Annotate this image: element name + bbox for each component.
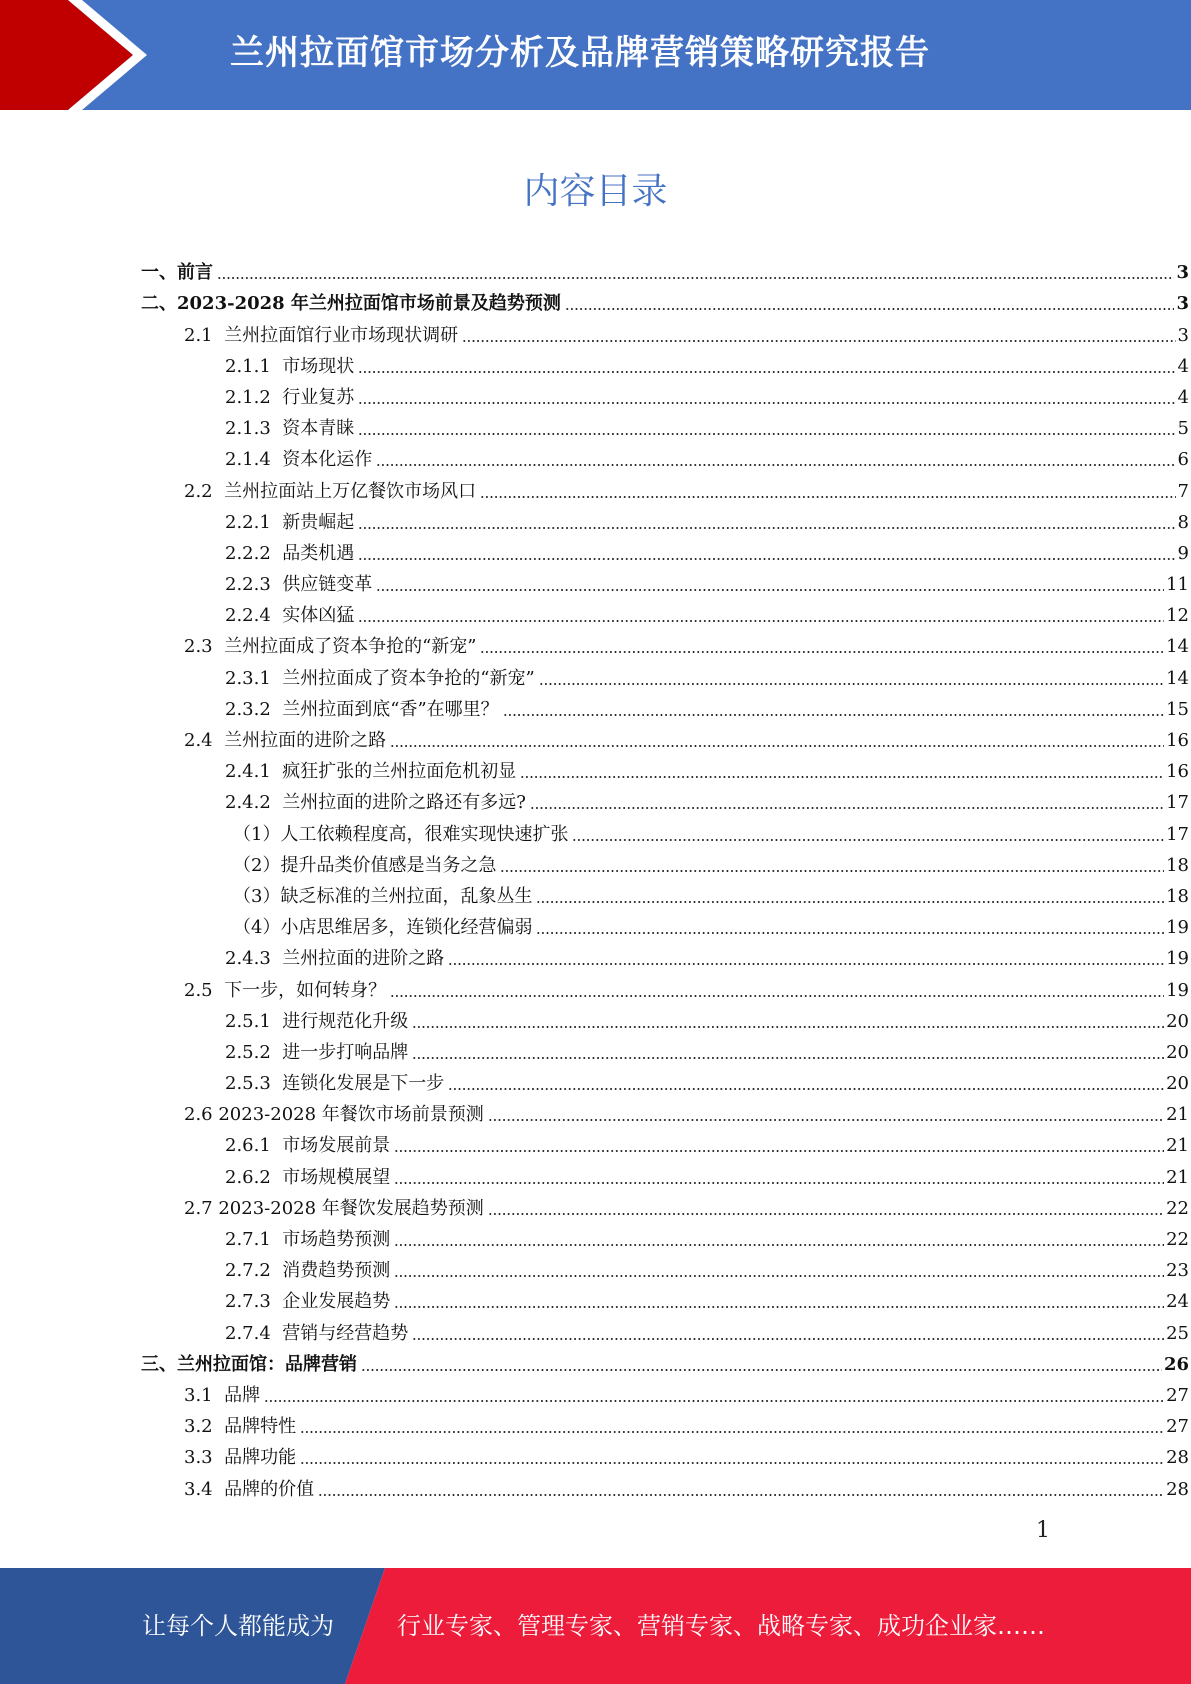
toc-entry-label: 2.5.2 进一步打响品牌 [225,1041,409,1063]
toc-entry[interactable] [0,1220,1189,1251]
toc-entry[interactable] [0,1033,1189,1064]
toc-entry[interactable] [0,690,1189,721]
toc-entry-label: 2.4.3 兰州拉面的进阶之路 [225,948,445,970]
toc-entry[interactable] [0,1002,1189,1033]
toc-entry-page: 4 [1177,386,1189,408]
footer-slogan: 让每个人都能成为 [142,1612,334,1640]
page-number: 1 [1036,1518,1050,1543]
toc-entry[interactable] [0,627,1189,658]
toc-entry-label: 2.5.1 进行规范化升级 [225,1010,409,1032]
toc-dot-leader [361,1369,1162,1371]
toc-entry-page: 27 [1166,1384,1189,1406]
toc-entry-label: （4）小店思维居多，连锁化经营偏弱 [233,917,533,939]
toc-entry-label: 2.6.2 市场规模展望 [225,1166,391,1188]
toc-entry[interactable] [0,721,1189,752]
toc-dot-leader [412,1026,1164,1028]
toc-entry[interactable] [0,284,1189,315]
toc-dot-leader [390,745,1164,747]
toc-entry-page: 14 [1166,667,1189,689]
toc-dot-leader [358,371,1175,373]
toc-entry[interactable] [0,1251,1189,1282]
toc-entry[interactable] [0,1345,1189,1376]
toc-dot-leader [394,1150,1164,1152]
toc-entry-page: 11 [1166,574,1189,596]
toc-entry[interactable] [0,1469,1189,1500]
table-of-contents [0,253,1191,1501]
toc-entry[interactable] [0,1157,1189,1188]
toc-dot-leader [394,1275,1164,1277]
toc-entry[interactable] [0,1064,1189,1095]
toc-dot-leader [376,589,1164,591]
toc-entry[interactable] [0,315,1189,346]
toc-entry-page: 9 [1177,542,1189,564]
toc-entry-label: 2.6 2023-2028 年餐饮市场前景预测 [184,1104,484,1126]
toc-entry-label: 2.7.2 消费趋势预测 [225,1260,391,1282]
header-arrow-decoration [0,0,160,110]
toc-entry-label: 一、前言 [141,262,213,284]
toc-entry-page: 12 [1166,605,1189,627]
toc-entry-label: 2.1.2 行业复苏 [225,386,355,408]
toc-entry-page: 23 [1166,1260,1189,1282]
toc-entry[interactable] [0,503,1189,534]
toc-entry-page: 3 [1176,262,1189,284]
toc-dot-leader [520,776,1164,778]
toc-dot-leader [412,1057,1164,1059]
toc-entry-label: 2.1 兰州拉面馆行业市场现状调研 [184,324,459,346]
toc-dot-leader [488,1119,1164,1121]
toc-entry[interactable] [0,1313,1189,1344]
toc-dot-leader [358,620,1164,622]
toc-entry[interactable] [0,908,1189,939]
toc-entry[interactable] [0,1282,1189,1313]
toc-dot-leader [394,1306,1164,1308]
toc-entry-label: 2.3.1 兰州拉面成了资本争抢的“新宠” [225,667,535,689]
toc-dot-leader [300,1431,1164,1433]
toc-entry-page: 20 [1166,1010,1189,1032]
toc-entry-page: 8 [1177,511,1189,533]
toc-entry-page: 26 [1163,1353,1189,1375]
toc-entry-label: 2.1.3 资本青睐 [225,418,355,440]
report-title: 兰州拉面馆市场分析及品牌营销策略研究报告 [230,33,930,73]
toc-entry[interactable] [0,409,1189,440]
toc-entry-page: 25 [1166,1322,1189,1344]
toc-dot-leader [503,714,1164,716]
toc-entry-label: 3.1 品牌 [184,1384,261,1406]
report-header [0,0,1191,110]
toc-dot-leader [376,464,1175,466]
toc-entry-label: 2.4.1 疯狂扩张的兰州拉面危机初显 [225,761,517,783]
toc-entry[interactable] [0,471,1189,502]
toc-entry-label: 2.5 下一步，如何转身？ [184,979,387,1001]
toc-entry-page: 15 [1166,698,1189,720]
toc-entry[interactable] [0,1407,1189,1438]
toc-entry-page: 6 [1177,449,1189,471]
toc-entry[interactable] [0,1095,1189,1126]
toc-dot-leader [448,963,1164,965]
toc-entry-page: 18 [1166,885,1189,907]
toc-dot-leader [572,839,1164,841]
toc-entry-page: 21 [1166,1166,1189,1188]
toc-entry-label: 2.6.1 市场发展前景 [225,1135,391,1157]
toc-entry-page: 20 [1166,1041,1189,1063]
toc-entry-page: 17 [1166,823,1189,845]
toc-entry[interactable] [0,939,1189,970]
toc-entry-label: （1）人工依赖程度高，很难实现快速扩张 [233,823,569,845]
toc-entry[interactable] [0,253,1189,284]
toc-entry-page: 17 [1166,792,1189,814]
toc-entry[interactable] [0,378,1189,409]
toc-dot-leader [530,807,1164,809]
toc-entry[interactable] [0,347,1189,378]
toc-entry-page: 28 [1166,1447,1189,1469]
toc-dot-leader [217,277,1174,279]
toc-entry-label: 2.7.1 市场趋势预测 [225,1229,391,1250]
toc-dot-leader [358,402,1175,404]
toc-dot-leader [358,558,1175,560]
toc-entry-page: 14 [1166,636,1189,658]
toc-entry[interactable] [0,783,1189,814]
toc-entry-page: 28 [1166,1478,1189,1500]
toc-dot-leader [394,1244,1164,1246]
footer-banner [0,1568,1191,1684]
toc-entry[interactable] [0,814,1189,845]
toc-entry-page: 19 [1166,948,1189,970]
toc-entry-label: 2.2.2 品类机遇 [225,542,355,564]
toc-dot-leader [500,870,1164,872]
toc-entry-label: 2.1.4 资本化运作 [225,449,373,471]
toc-entry-label: 3.4 品牌的价值 [184,1478,315,1500]
toc-entry-label: 二、2023-2028 年兰州拉面馆市场前景及趋势预测 [141,293,561,315]
toc-dot-leader [488,1213,1164,1215]
toc-dot-leader [358,527,1175,529]
toc-entry[interactable] [0,565,1189,596]
toc-entry-label: 2.1.1 市场现状 [225,355,355,377]
toc-dot-leader [358,433,1175,435]
toc-entry[interactable] [0,440,1189,471]
toc-entry[interactable] [0,534,1189,565]
toc-entry[interactable] [0,1126,1189,1157]
toc-entry-page: 3 [1176,293,1189,315]
toc-entry-label: 2.4.2 兰州拉面的进阶之路还有多远? [225,792,526,814]
toc-entry[interactable] [0,752,1189,783]
toc-entry-page: 24 [1166,1291,1189,1313]
toc-entry[interactable] [0,846,1189,877]
toc-entry-page: 21 [1166,1135,1189,1157]
footer-expert-list: 行业专家、管理专家、营销专家、战略专家、成功企业家…… [397,1612,1045,1640]
toc-entry-page: 20 [1166,1073,1189,1095]
toc-entry-label: 2.7.3 企业发展趋势 [225,1291,391,1313]
toc-entry[interactable] [0,1438,1189,1469]
toc-entry-label: 2.3 兰州拉面成了资本争抢的“新宠” [184,636,477,658]
toc-dot-leader [412,1338,1164,1340]
toc-entry-page: 16 [1166,730,1189,751]
toc-dot-leader [448,1088,1164,1090]
toc-entry-page: 22 [1166,1229,1189,1250]
toc-entry-label: 3.2 品牌特性 [184,1416,297,1438]
toc-entry-page: 21 [1166,1104,1189,1126]
toc-dot-leader [300,1462,1164,1464]
toc-entry-page: 16 [1166,761,1189,783]
toc-dot-leader [480,651,1164,653]
toc-entry[interactable] [0,658,1189,689]
toc-entry[interactable] [0,1189,1189,1220]
toc-entry-label: （3）缺乏标准的兰州拉面，乱象丛生 [233,885,533,907]
toc-entry-label: （2）提升品类价值感是当务之急 [233,854,497,876]
toc-entry-label: 3.3 品牌功能 [184,1447,297,1469]
toc-entry-label: 2.2.4 实体凶猛 [225,605,355,627]
toc-entry-label: 2.3.2 兰州拉面到底“香”在哪里？ [225,698,499,720]
toc-entry-label: 2.4 兰州拉面的进阶之路 [184,730,387,751]
toc-dot-leader [536,901,1164,903]
toc-entry-label: 三、兰州拉面馆：品牌营销 [141,1353,357,1375]
toc-dot-leader [394,1182,1164,1184]
toc-entry-label: 2.7 2023-2028 年餐饮发展趋势预测 [184,1197,484,1219]
toc-dot-leader [480,496,1175,498]
toc-entry-page: 3 [1177,324,1189,346]
toc-entry-label: 2.2.1 新贵崛起 [225,511,355,533]
toc-entry-page: 4 [1177,355,1189,377]
toc-dot-leader [318,1494,1164,1496]
toc-dot-leader [462,340,1175,342]
toc-dot-leader [539,683,1164,685]
toc-entry-page: 19 [1166,917,1189,939]
toc-dot-leader [536,932,1164,934]
toc-entry-page: 18 [1166,854,1189,876]
toc-entry-label: 2.2.3 供应链变革 [225,574,373,596]
toc-entry[interactable] [0,877,1189,908]
toc-dot-leader [390,995,1164,997]
toc-dot-leader [565,308,1175,310]
toc-entry[interactable] [0,596,1189,627]
toc-entry-page: 22 [1166,1197,1189,1219]
toc-entry-label: 2.7.4 营销与经营趋势 [225,1322,409,1344]
toc-entry-page: 7 [1177,480,1189,502]
toc-entry-label: 2.2 兰州拉面站上万亿餐饮市场风口 [184,480,477,502]
toc-entry[interactable] [0,1376,1189,1407]
toc-entry-page: 27 [1166,1416,1189,1438]
toc-entry-page: 19 [1166,979,1189,1001]
toc-dot-leader [264,1400,1164,1402]
toc-entry-page: 5 [1177,418,1189,440]
toc-entry-label: 2.5.3 连锁化发展是下一步 [225,1073,445,1095]
toc-title: 内容目录 [523,171,668,212]
toc-entry[interactable] [0,970,1189,1001]
